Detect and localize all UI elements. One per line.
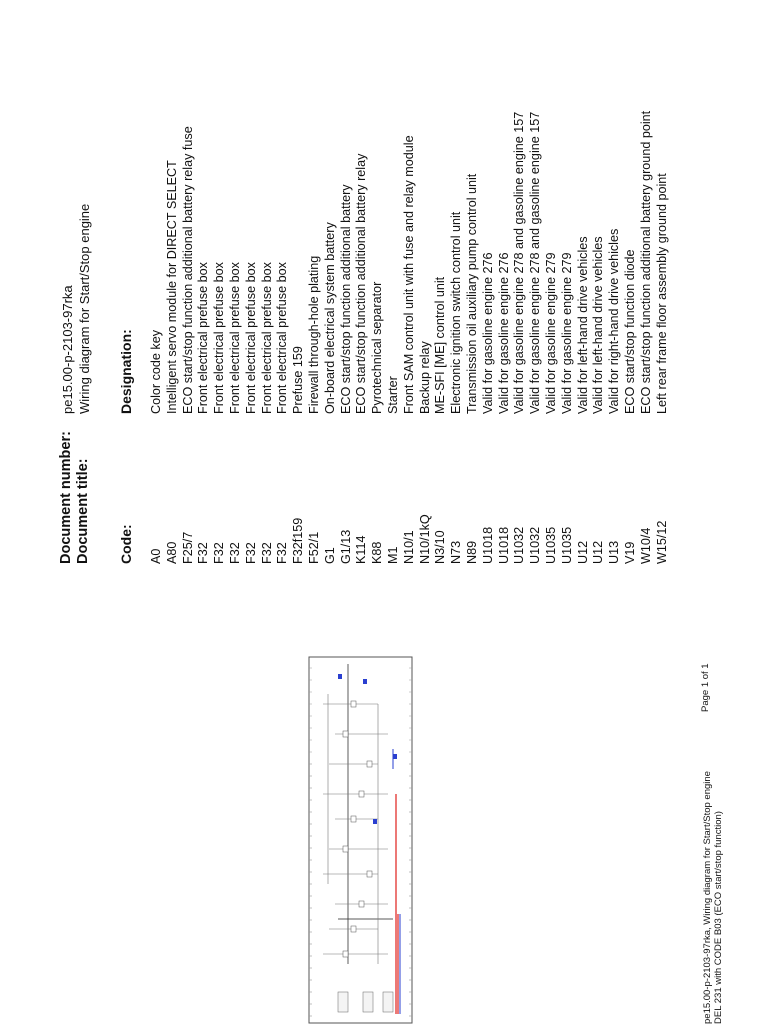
designation-cell: Front SAM control unit with fuse and relay module: [401, 135, 416, 414]
component-box: [338, 992, 348, 1012]
code-cell: U1032: [512, 526, 527, 564]
code-cell: U1035: [559, 526, 574, 564]
code-cell: F32: [228, 542, 242, 564]
footer-page-number: Page 1 of 1: [700, 663, 711, 712]
footer-line-1: pe15.00-p-2103-97rka, Wiring diagram for Start/Stop engine: [702, 771, 713, 1024]
footer-line-2: DEL 231 with CODE B03 (ECO start/stop function): [713, 811, 724, 1024]
component-box: [351, 816, 356, 822]
designation-cell: ECO start/stop function additional battery ground point: [638, 110, 653, 414]
designation-cell: Valid for gasoline engine 278 and gasoline engine 157: [528, 111, 543, 414]
designation-cell: Front electrical prefuse box: [243, 262, 258, 414]
connector-blue: [338, 674, 342, 679]
designation-cell: ME-SFI [ME] control unit: [433, 276, 448, 414]
code-cell: U1018: [496, 526, 511, 564]
designation-cell: Electronic ignition switch control unit: [449, 211, 464, 414]
code-cell: M1: [386, 546, 400, 564]
designation-cell: Front electrical prefuse box: [275, 262, 290, 414]
component-box: [367, 871, 372, 877]
wiring-diagram: [308, 654, 413, 1024]
connector-blue: [363, 679, 367, 684]
code-cell: F32: [212, 542, 227, 564]
component-box: [367, 761, 372, 767]
component-box: [343, 951, 348, 957]
designation-cell: Valid for gasoline engine 279: [544, 252, 558, 414]
component-box: [351, 926, 356, 932]
code-cell: U1018: [480, 526, 495, 564]
designation-cell: Valid for gasoline engine 279: [559, 252, 574, 414]
code-column-header: Code:: [118, 524, 134, 564]
designation-cell: Valid for left-hand drive vehicles: [591, 236, 606, 414]
code-cell: U1035: [544, 526, 558, 564]
code-cell: W15/12: [654, 520, 669, 564]
component-box: [343, 731, 348, 737]
designation-cell: ECO start/stop function additional battery: [338, 184, 353, 414]
designation-cell: On-board electrical system battery: [322, 222, 337, 414]
designation-cell: Valid for left-hand drive vehicles: [575, 236, 590, 414]
designation-cell: Pyrotechnical separator: [370, 281, 385, 414]
code-cell: G1: [322, 547, 337, 564]
designation-cell: Front electrical prefuse box: [259, 262, 274, 414]
designation-column-header: Designation:: [118, 329, 134, 414]
code-cell: N3/10: [433, 530, 448, 564]
designation-cell: Color code key: [149, 330, 163, 414]
code-cell: F32: [259, 542, 274, 564]
designation-cell: Transmission oil auxiliary pump control unit: [465, 173, 479, 414]
code-cell: N89: [465, 540, 479, 564]
code-cell: F32: [196, 542, 211, 564]
designation-cell: Intelligent servo module for DIRECT SELECT: [164, 160, 179, 414]
designation-cell: Backup relay: [417, 341, 432, 414]
code-cell: N10/1kQ: [417, 514, 432, 564]
designation-cell: Valid for gasoline engine 278 and gasoline engine 157: [512, 111, 527, 414]
component-box: [383, 992, 393, 1012]
code-cell: U1032: [528, 526, 543, 564]
code-cell: W10/4: [638, 527, 653, 564]
designation-cell: Front electrical prefuse box: [196, 262, 211, 414]
code-cell: N73: [449, 540, 464, 564]
designation-cell: Starter: [386, 376, 400, 414]
code-cell: U12: [591, 540, 606, 564]
code-cell: A0: [149, 548, 163, 564]
code-cell: N10/1: [401, 530, 416, 564]
designation-cell: ECO start/stop function additional battery relay: [354, 153, 369, 414]
code-cell: V19: [623, 541, 637, 564]
designation-cell: Firewall through-hole plating: [307, 255, 321, 414]
designation-cell: ECO start/stop function diode: [623, 249, 637, 414]
code-cell: G1/13: [338, 529, 353, 564]
designation-cell: Front electrical prefuse box: [228, 262, 242, 414]
code-cell: F32: [275, 542, 290, 564]
code-cell: F32: [243, 542, 258, 564]
code-cell: F25/7: [180, 531, 195, 564]
code-cell: F32f159: [291, 517, 306, 564]
code-cell: U12: [575, 540, 590, 564]
designation-cell: Valid for gasoline engine 276: [480, 252, 495, 414]
designation-cell: ECO start/stop function additional battery relay fuse: [180, 126, 195, 414]
code-cell: K88: [370, 541, 385, 564]
component-box: [343, 846, 348, 852]
document-number-label: Document number:: [58, 431, 74, 564]
code-cell: F52/1: [307, 531, 321, 564]
designation-cell: Left rear frame floor assembly ground point: [654, 173, 669, 414]
designation-cell: Valid for gasoline engine 276: [496, 252, 511, 414]
component-box: [359, 791, 364, 797]
designation-cell: Valid for right-hand drive vehicles: [607, 228, 622, 414]
designation-cell: Prefuse 159: [291, 346, 306, 414]
designation-cell: Front electrical prefuse box: [212, 262, 227, 414]
code-cell: A80: [164, 541, 179, 564]
component-box: [351, 701, 356, 707]
document-number-value: pe15.00-p-2103-97rka: [60, 285, 75, 414]
document-title-label: Document title:: [75, 458, 91, 564]
component-box: [359, 901, 364, 907]
code-cell: K114: [354, 535, 369, 564]
document-title-value: Wiring diagram for Start/Stop engine: [77, 203, 92, 414]
connector-blue: [393, 754, 397, 759]
code-cell: U13: [607, 540, 622, 564]
component-box: [363, 992, 373, 1012]
connector-blue: [373, 819, 377, 824]
